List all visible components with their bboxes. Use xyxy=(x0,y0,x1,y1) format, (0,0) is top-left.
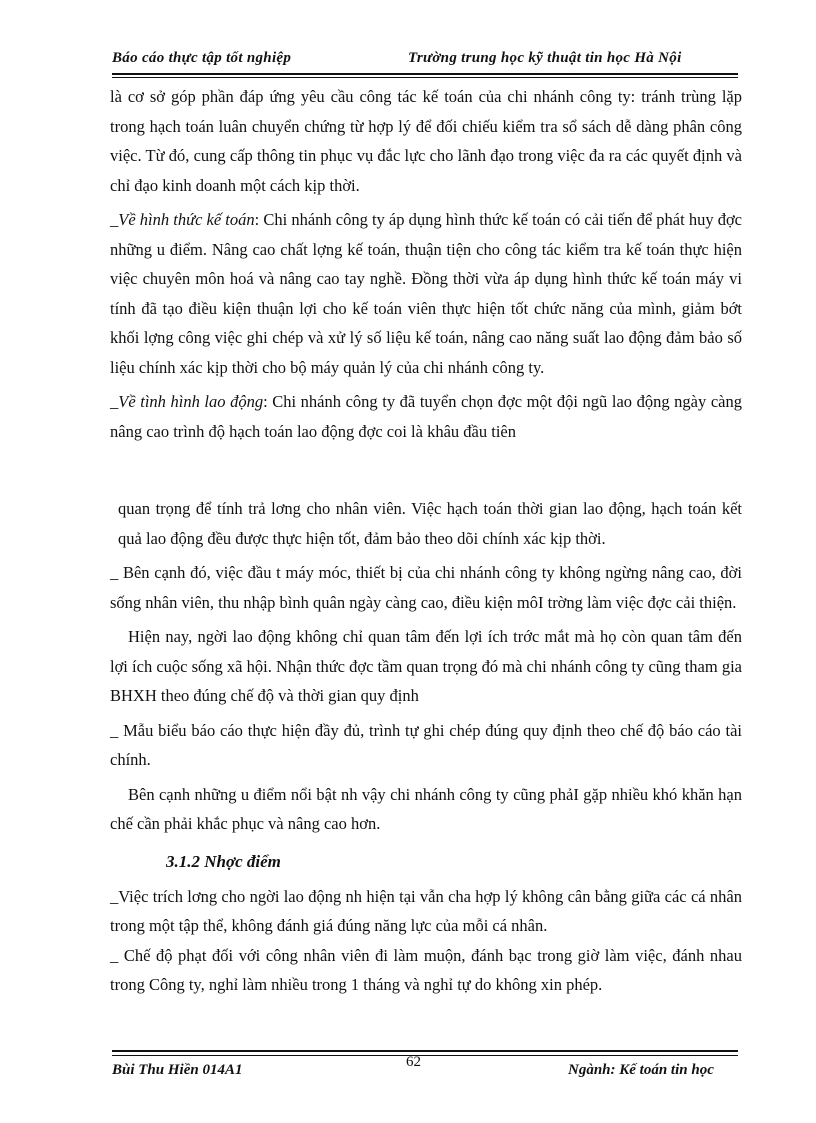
paragraph-accounting-form xyxy=(110,205,742,382)
header-school-name: Trường trung học kỹ thuật tin học Hà Nội xyxy=(408,50,682,66)
section-heading-weaknesses: 3.1.2 Nhợc điểm xyxy=(166,851,281,871)
subsection-title-labor: Về tình hình lao động xyxy=(118,392,264,411)
header-report-title: Báo cáo thực tập tốt nghiệp xyxy=(112,50,292,66)
footer-rule-thin xyxy=(112,1055,738,1056)
subsection-title-accounting-form: Về hình thức kế toán xyxy=(118,210,255,229)
paragraph-1: là cơ sở góp phần đáp ứng yêu cầu công tác kế toán của chi nhánh công ty: tránh trùng lặp trong hạch toán luân chuyển chứng từ hợp lý để đối chiếu kiểm tra sổ sách dễ dàng phân công việc. Từ đó, cung cấp thông tin phục vụ đắc lực cho lãnh đạo trong việc đa ra các quyết định và chỉ đạo kinh doanh một cách kịp thời. xyxy=(110,87,742,195)
header-rule-thin xyxy=(112,77,738,78)
page-number: 62 xyxy=(406,1054,421,1070)
paragraph-4: quan trọng để tính trả lơng cho nhân viên. Việc hạch toán thời gian lao động, hạch toán kết quả lao động đều được thực hiện tốt, đảm bảo theo dõi chính xác kịp thời. xyxy=(118,499,742,548)
paragraph-labor xyxy=(110,387,742,446)
header-rule xyxy=(112,73,738,75)
dash-prefix: _ xyxy=(110,210,119,229)
page-footer xyxy=(0,1048,816,1088)
paragraph-labor-body: : Chi nhánh công ty đã tuyển chọn đợc một đội ngũ lao động ngày càng nâng cao trình độ hạch toán lao động đợc coi là khâu đầu tiên xyxy=(110,392,742,441)
document-body xyxy=(110,82,742,1000)
footer-author: Bùi Thu Hiền 014A1 xyxy=(112,1062,243,1078)
paragraph-accounting-form-body: : Chi nhánh công ty áp dụng hình thức kế toán có cải tiến để phát huy đợc những u điểm. Nâng cao chất lợng kế toán, thuận tiện cho công tác kiểm tra kế toán thực hiện việc chuyên môn hoá và nâng cao tay nghề. Đồng thời vừa áp dụng hình thức kế toán máy vi tính đã tạo điều kiện thuận lợi cho kế toán viên thực hiện tốt chức năng của mình, giảm bớt khối lợng công việc ghi chép và xử lý số liệu kế toán, nâng cao năng suất lao động đảm bảo số liệu chính xác kịp thời cho bộ máy quản lý của chi nhánh công ty. xyxy=(110,210,742,377)
page-header xyxy=(0,50,816,80)
paragraph-7: _ Mẫu biểu báo cáo thực hiện đầy đủ, trình tự ghi chép đúng quy định theo chế độ báo cáo tài chính. xyxy=(110,720,742,769)
paragraph-8: Bên cạnh những u điểm nổi bật nh vậy chi nhánh công ty cũng phảI gặp nhiều khó khăn hạn chế cần phải khắc phục và nâng cao hơn. xyxy=(110,784,742,833)
paragraph-5: _ Bên cạnh đó, việc đầu t máy móc, thiết bị của chi nhánh công ty không ngừng nâng cao, đời sống nhân viên, thu nhập bình quân ngày càng cao, điều kiện môI trờng làm việc đợc cải thiện. xyxy=(110,563,742,612)
footer-major: Ngành: Kế toán tin học xyxy=(568,1062,714,1078)
page-gap xyxy=(110,446,742,494)
paragraph-6: Hiện nay, ngời lao động không chỉ quan tâm đến lợi ích trớc mắt mà họ còn quan tâm đến lợi ích cuộc sống xã hội. Nhận thức đợc tầm quan trọng đó mà chi nhánh công ty cũng tham gia BHXH theo đúng chế độ và thời gian quy định xyxy=(110,627,742,705)
dash-prefix: _ xyxy=(110,392,119,411)
paragraph-10: _ Chế độ phạt đối với công nhân viên đi làm muộn, đánh bạc trong giờ làm việc, đánh nhau trong Công ty, nghỉ làm nhiều trong 1 tháng và nghỉ tự do không xin phép. xyxy=(110,945,742,994)
footer-rule xyxy=(112,1050,738,1052)
paragraph-9: _Việc trích lơng cho ngời lao động nh hiện tại vẫn cha hợp lý không cân bằng giữa các cá nhân trong một tập thể, không đánh giá đúng năng lực của mỗi cá nhân. xyxy=(110,886,742,935)
